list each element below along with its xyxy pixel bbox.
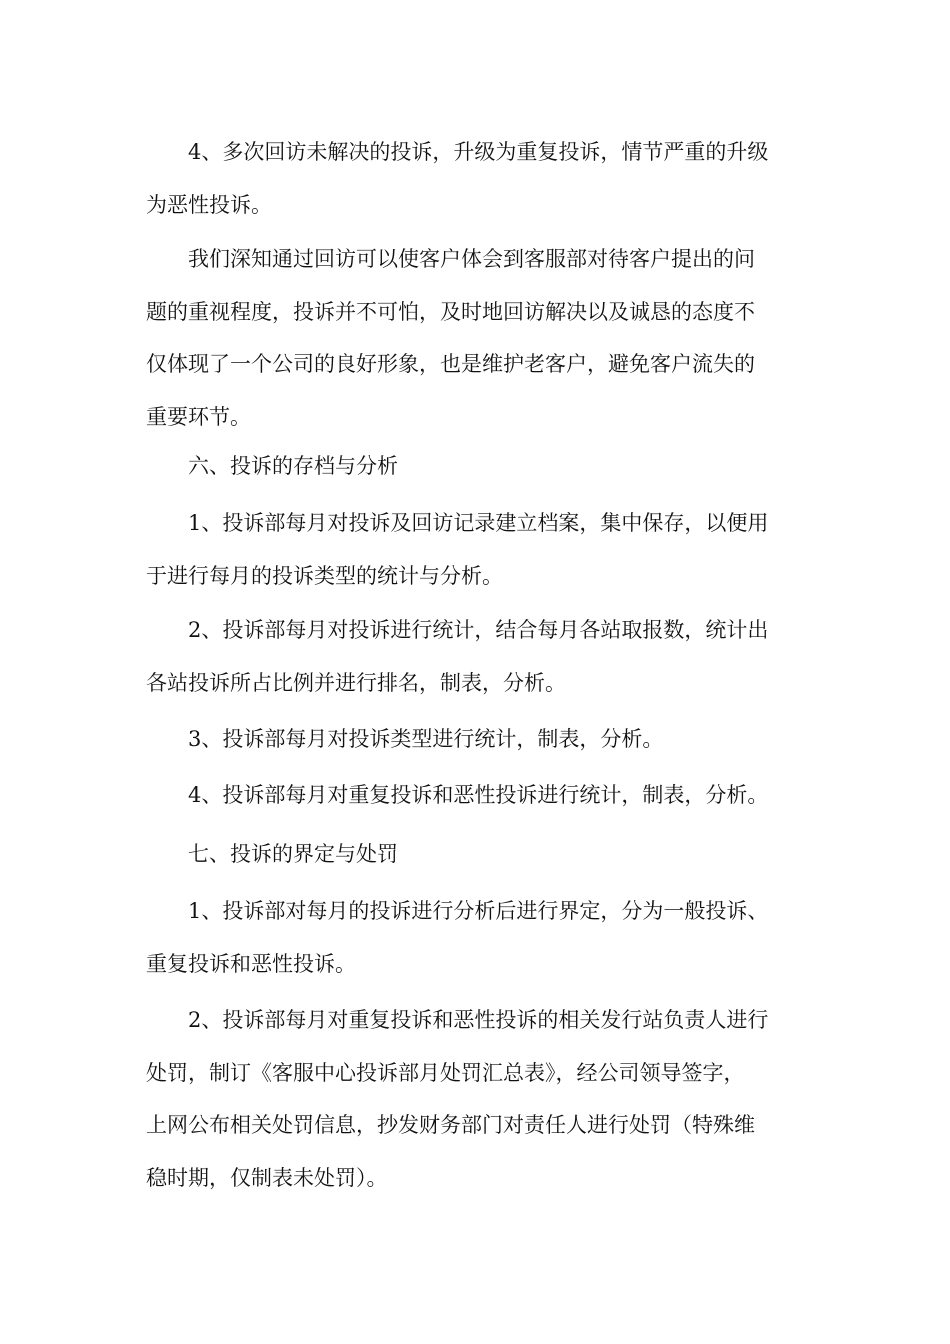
text-line: 各站投诉所占比例并进行排名，制表，分析。 bbox=[146, 670, 566, 695]
text-line: 2、投诉部每月对投诉进行统计，结合每月各站取报数，统计出 bbox=[188, 618, 769, 642]
section-heading-definition-penalty bbox=[146, 828, 806, 881]
paragraph-type-statistics bbox=[146, 713, 806, 766]
heading-line: 七、投诉的界定与处罚 bbox=[188, 842, 398, 866]
paragraph-complaint-definition bbox=[146, 885, 806, 990]
paragraph-penalty-procedure bbox=[146, 994, 806, 1204]
text-line: 为恶性投诉。 bbox=[146, 192, 272, 217]
text-line: 处罚，制订《客服中心投诉部月处罚汇总表》，经公司领导签字， bbox=[146, 1060, 745, 1085]
heading-line: 六、投诉的存档与分析 bbox=[188, 454, 398, 478]
text-line: 4、多次回访未解决的投诉，升级为重复投诉，情节严重的升级 bbox=[188, 140, 769, 164]
paragraph-archive-records bbox=[146, 497, 806, 602]
text-line: 1、投诉部每月对投诉及回访记录建立档案，集中保存，以便用 bbox=[188, 511, 769, 535]
paragraph-escalation-rule bbox=[146, 126, 806, 231]
paragraph-repeat-malicious-statistics bbox=[146, 769, 806, 822]
text-line: 重复投诉和恶性投诉。 bbox=[146, 951, 356, 976]
text-line: 题的重视程度，投诉并不可怕，及时地回访解决以及诚恳的态度不 bbox=[146, 299, 755, 324]
section-heading-archive-analysis bbox=[146, 440, 806, 493]
paragraph-follow-up-importance bbox=[146, 233, 806, 443]
text-line: 稳时期，仅制表未处罚）。 bbox=[146, 1165, 388, 1190]
text-line: 我们深知通过回访可以使客户体会到客服部对待客户提出的问 bbox=[188, 247, 755, 271]
text-line: 4、投诉部每月对重复投诉和恶性投诉进行统计，制表，分析。 bbox=[188, 783, 769, 807]
text-line: 上网公布相关处罚信息，抄发财务部门对责任人进行处罚（特殊维 bbox=[146, 1113, 755, 1137]
text-line: 3、投诉部每月对投诉类型进行统计，制表，分析。 bbox=[188, 727, 664, 751]
paragraph-monthly-statistics bbox=[146, 604, 806, 709]
text-line: 2、投诉部每月对重复投诉和恶性投诉的相关发行站负责人进行 bbox=[188, 1008, 769, 1032]
text-line: 于进行每月的投诉类型的统计与分析。 bbox=[146, 563, 503, 588]
text-line: 重要环节。 bbox=[146, 404, 251, 429]
text-line: 仅体现了一个公司的良好形象，也是维护老客户，避免客户流失的 bbox=[146, 352, 755, 376]
text-line: 1、投诉部对每月的投诉进行分析后进行界定，分为一般投诉、 bbox=[188, 899, 769, 923]
